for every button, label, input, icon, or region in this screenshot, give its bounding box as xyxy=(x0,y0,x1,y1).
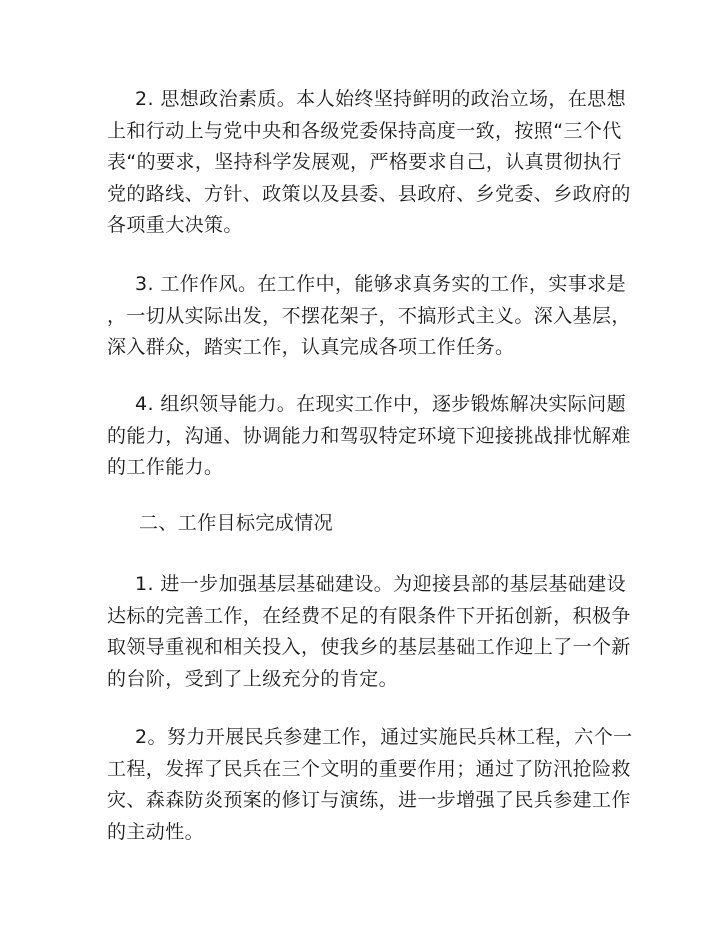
text-line: 2。努力开展民兵参建工作，通过实施民兵林工程，六个一 xyxy=(135,726,633,748)
section-heading-text: 二、工作目标完成情况 xyxy=(139,512,334,534)
text-line: 3. 工作作风。在工作中，能够求真务实的工作，实事求是 xyxy=(135,273,626,295)
paragraph-political-quality xyxy=(107,84,631,242)
text-line: 的主动性。 xyxy=(107,820,205,843)
text-line: 上和行动上与党中央和各级党委保持高度一致，按照“三个代 xyxy=(107,119,622,142)
text-line: 的工作能力。 xyxy=(107,456,224,478)
text-line: ，一切从实际出发，不摆花架子，不搞形式主义。深入基层， xyxy=(107,304,631,327)
text-line: 取领导重视和相关投入，使我乡的基层基础工作迎上了一个新 xyxy=(107,636,631,658)
paragraph-work-style xyxy=(107,269,631,364)
text-line: 表“的要求，坚持科学发展观，严格要求自己，认真贯彻执行 xyxy=(107,151,622,173)
text-line: 的台阶，受到了上级充分的肯定。 xyxy=(107,667,399,690)
text-line: 的能力，沟通、协调能力和驾驭特定环境下迎接挑战排忧解难 xyxy=(107,424,631,447)
text-line: 1. 进一步加强基层基础建设。为迎接县部的基层基础建设 xyxy=(135,573,626,595)
text-line: 各项重大决策。 xyxy=(107,214,243,236)
text-line: 灾、森森防炎预案的修订与演练，进一步增强了民兵参建工作 xyxy=(107,789,631,811)
paragraph-leadership xyxy=(107,389,631,484)
section-heading xyxy=(107,508,617,540)
paragraph-militia xyxy=(107,722,633,848)
paragraph-infrastructure xyxy=(107,569,631,695)
text-line: 2. 思想政治素质。本人始终坚持鲜明的政治立场，在思想 xyxy=(135,88,626,110)
text-line: 深入群众，踏实工作，认真完成各项工作任务。 xyxy=(107,336,515,358)
text-line: 4. 组织领导能力。在现实工作中，逐步锻炼解决实际问题 xyxy=(135,393,626,415)
text-line: 工程，发挥了民兵在三个文明的重要作用；通过了防汛抢险救 xyxy=(107,757,631,780)
text-line: 达标的完善工作，在经费不足的有限条件下开拓创新，积极争 xyxy=(107,604,631,627)
text-line: 党的路线、方针、政策以及县委、县政府、乡党委、乡政府的 xyxy=(107,182,631,205)
